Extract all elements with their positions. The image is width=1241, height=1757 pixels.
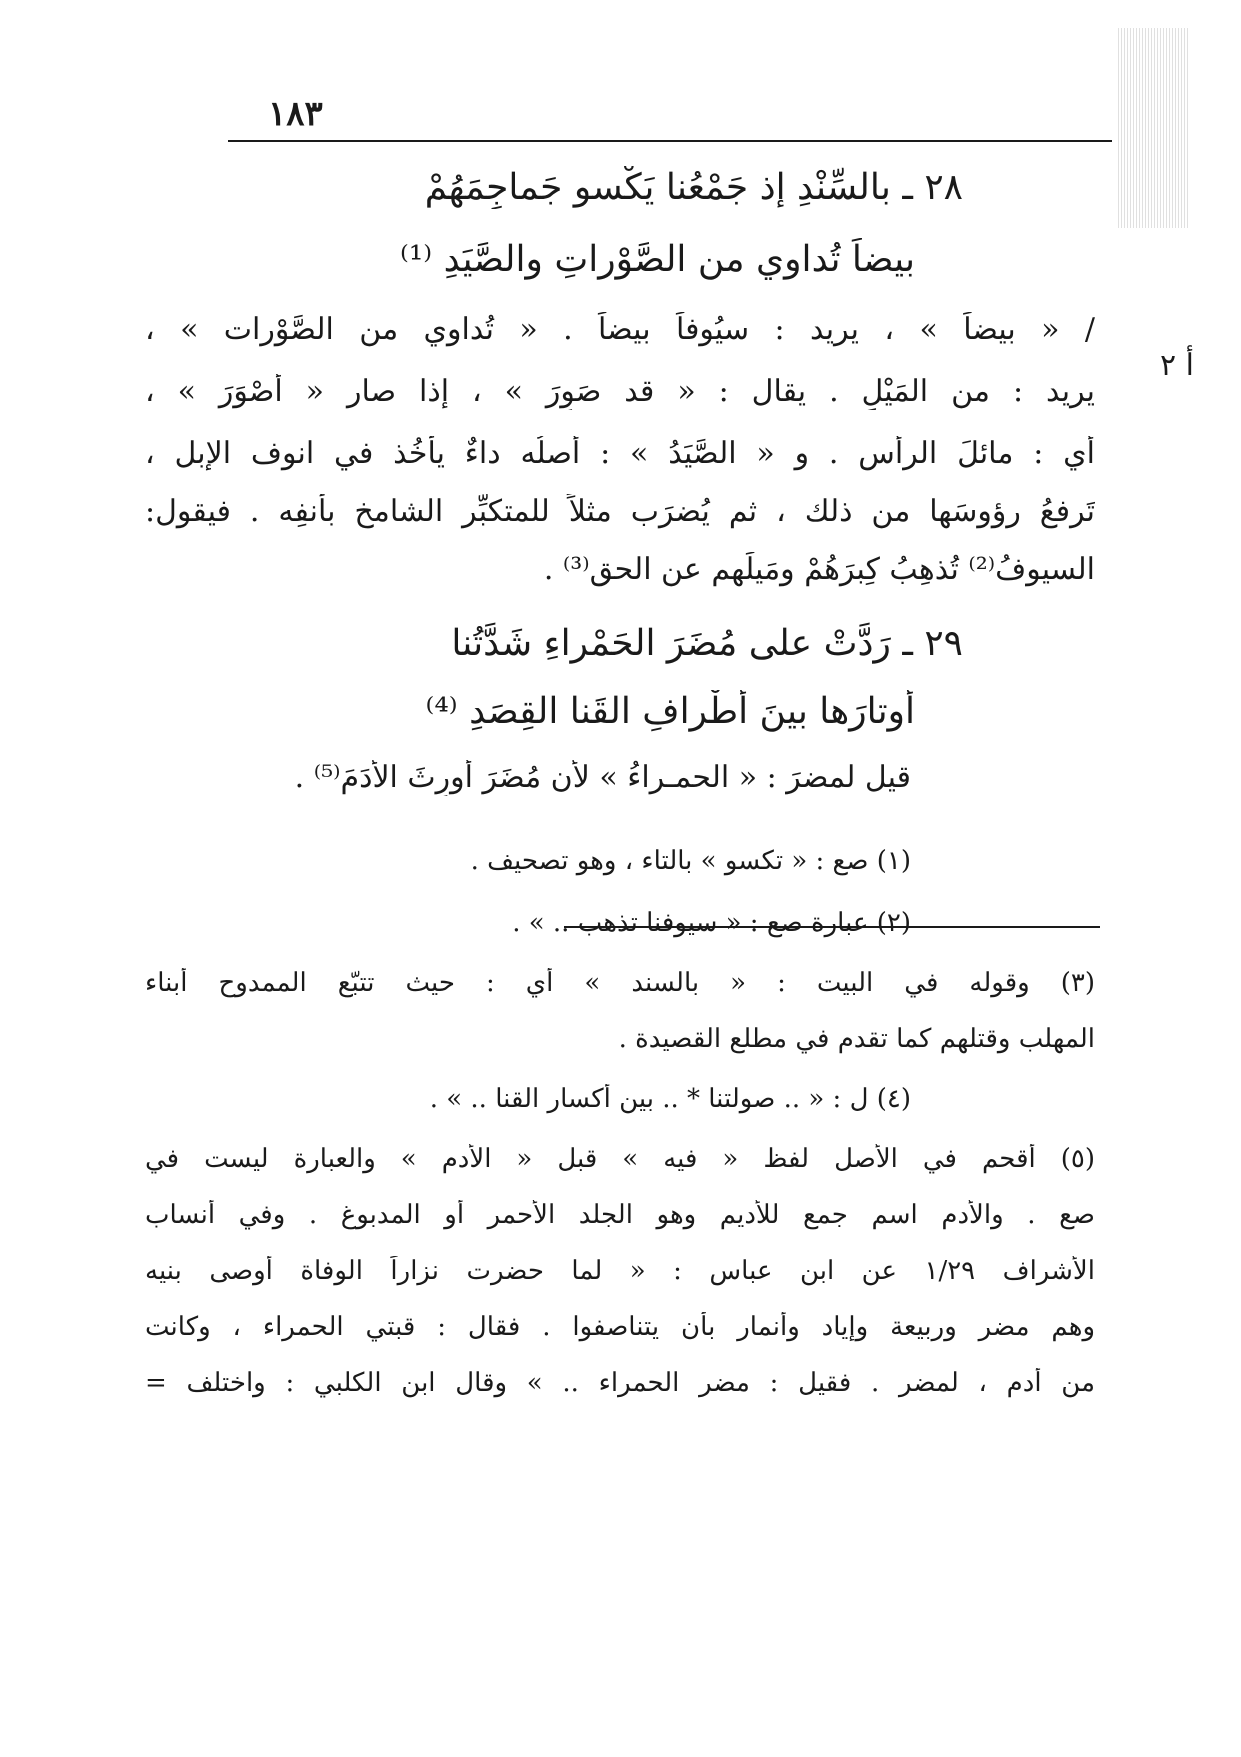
verse-28-second-hemistich: بيضاً تُداوي من الصَّوْراتِ والصَّيَدِ ⁽¹⁾ bbox=[400, 239, 915, 280]
verse-29-second-hemistich: أوتارَها بينَ أطْرافِ القَنا القِصَدِ ⁽⁴⁾ bbox=[425, 691, 915, 732]
footnote-2: (٢) عبارة صع : « سيوفنا تذهب .. » . bbox=[512, 908, 911, 938]
margin-mark: أ ٢ bbox=[1160, 348, 1194, 383]
footnote-1: (١) صع : « تكسو » بالتاء ، وهو تصحيف . bbox=[470, 846, 911, 876]
header-rule bbox=[228, 140, 1112, 142]
commentary-29: قيل لمضرَ : « الحمـراءُ » لأن مُضَرَ أورِثَ الأدَمَ⁽⁵⁾ . bbox=[294, 760, 911, 795]
footnote-3-continued: المهلب وقتلهم كما تقدم في مطلع القصيدة . bbox=[618, 1024, 1095, 1054]
verse-29-first-hemistich: ٢٩ ـ رَدَّتْ على مُضَرَ الحَمْراءِ شَدَّتُنا bbox=[451, 623, 963, 664]
commentary-line: السيوفُ⁽²⁾ تُذهِبُ كِبرَهُمْ ومَيلَهم عن الحق⁽³⁾ . bbox=[543, 552, 1095, 587]
footnote-5-line: وهم مضر وربيعة وإياد وأنمار بأن يتناصفوا . فقال : قبتي الحمراء ، وكانت bbox=[145, 1312, 1095, 1342]
commentary-line: / « بيضاً » ، يريد : سيُوفاً بيضاً . « تُداوي من الصَّوْرات » ، bbox=[145, 312, 1095, 347]
footnote-5-line: الأشراف ١/٢٩ عن ابن عباس : « لما حضرت نزاراً الوفاة أوصى بنيه bbox=[145, 1256, 1095, 1286]
footnote-5-line: صع . والأدم اسم جمع للأديم وهو الجلد الأحمر أو المدبوغ . وفي أنساب bbox=[145, 1200, 1095, 1230]
footnote-4: (٤) ل : « .. صولتنا * .. بين أكسار القنا .. » . bbox=[429, 1084, 911, 1114]
page-number: ١٨٣ bbox=[268, 94, 323, 134]
footnote-5-line: (٥) أقحم في الأصل لفظ « فيه » قبل « الأدم » والعبارة ليست في bbox=[145, 1144, 1095, 1174]
footnote-5-line: من أدم ، لمضر . فقيل : مضر الحمراء .. » وقال ابن الكلبي : واختلف = bbox=[145, 1368, 1095, 1398]
commentary-line: تَرفعُ رؤوسَها من ذلك ، ثم يُضرَب مثلاً للمتكبِّر الشامخِ بأنفِه . فيقول: bbox=[145, 494, 1095, 529]
scan-page-edge bbox=[1118, 28, 1188, 228]
commentary-line: أي : مائلَ الرأس . و « الصَّيَدُ » : أصلُه داءٌ يأخُذ في انوف الإبل ، bbox=[145, 436, 1095, 471]
commentary-line: يريد : من المَيْلِ . يقال : « قد صَوِرَ » ، إذا صار « أصْوَرَ » ، bbox=[145, 374, 1095, 409]
footnote-3: (٣) وقوله في البيت : « بالسند » أي : حيث تتبّع الممدوح أبناء bbox=[145, 968, 1095, 998]
verse-28-first-hemistich: ٢٨ ـ بالسِّنْدِ إذ جَمْعُنا يَكْسو جَماجِمَهُمْ bbox=[424, 167, 963, 208]
